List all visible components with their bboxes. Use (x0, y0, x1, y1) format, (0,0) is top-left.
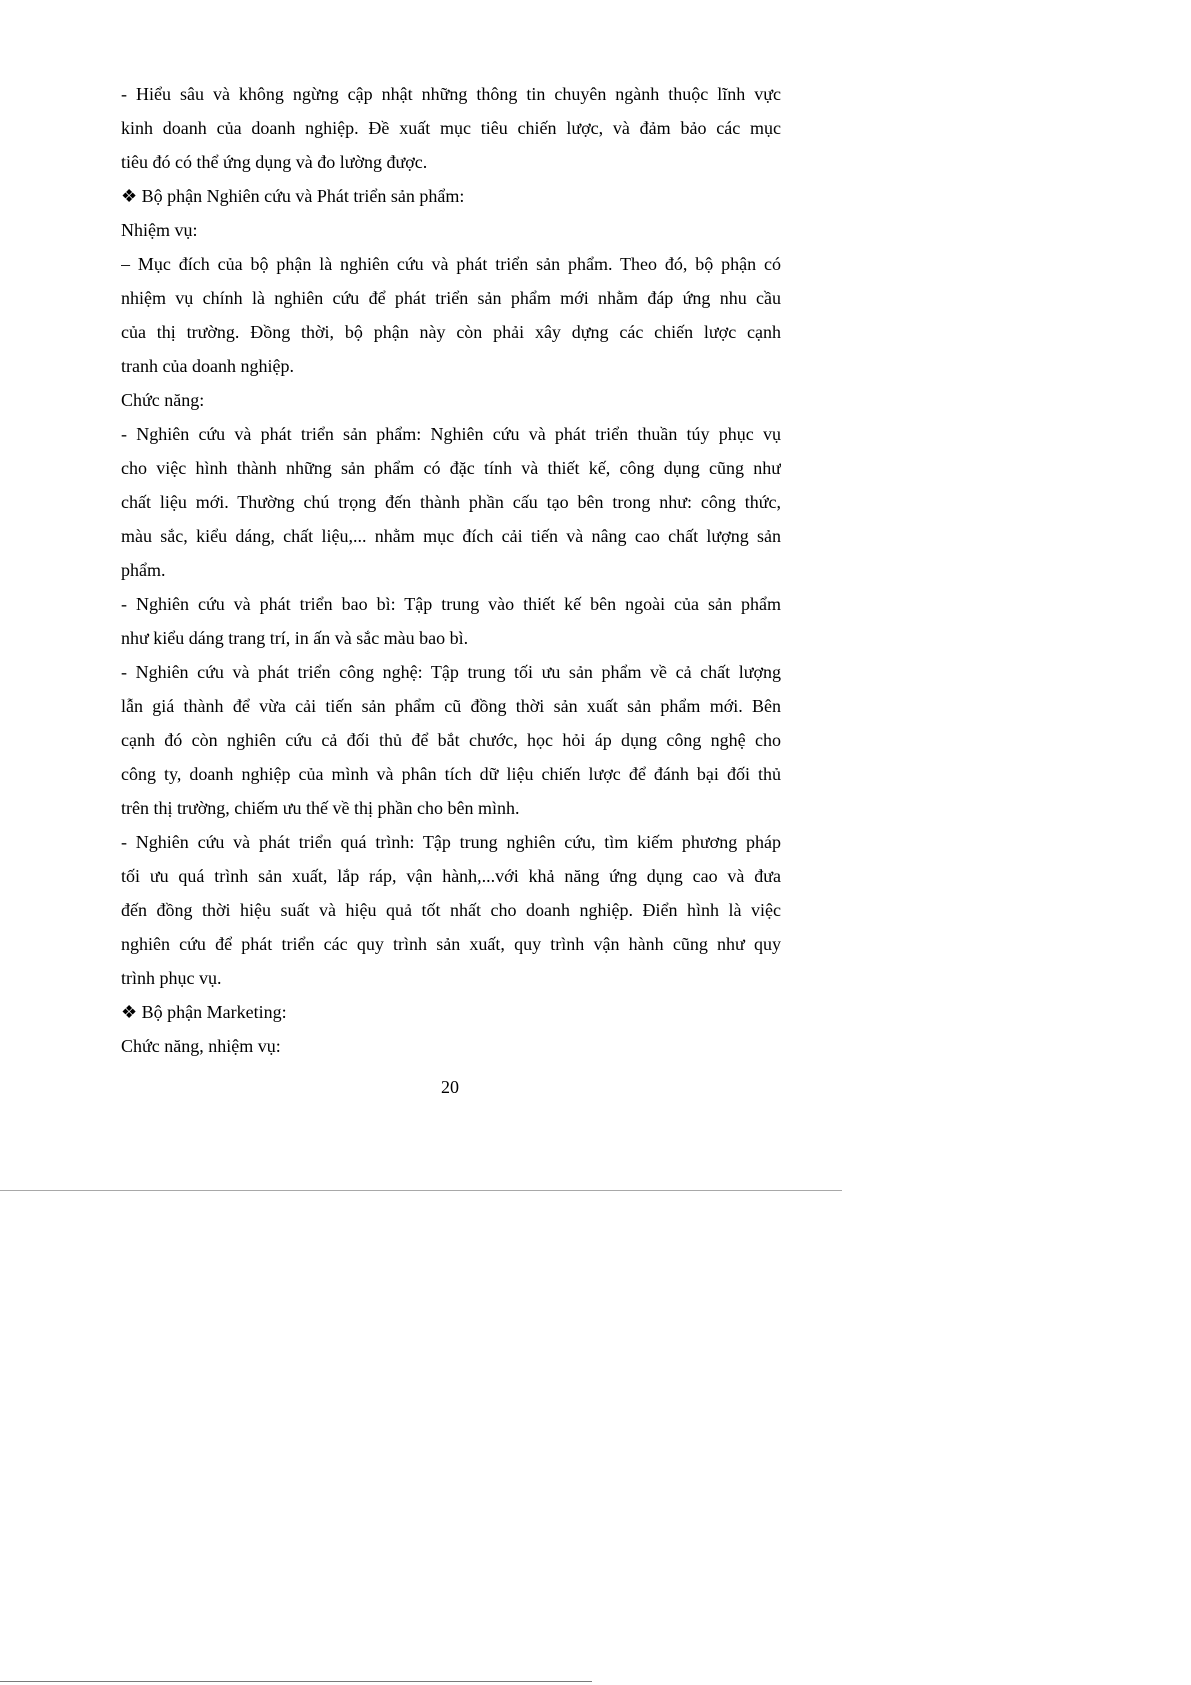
body-line: nhiệm vụ chính là nghiên cứu để phát triển sản phẩm mới nhằm đáp ứng nhu cầu (121, 288, 781, 308)
body-line: như kiểu dáng trang trí, in ấn và sắc màu bao bì. (121, 628, 469, 648)
body-line: - Nghiên cứu và phát triển quá trình: Tập trung nghiên cứu, tìm kiếm phương pháp (121, 832, 781, 852)
section-heading-marketing: ❖ Bộ phận Marketing: (121, 1002, 287, 1022)
section-heading-rnd: ❖ Bộ phận Nghiên cứu và Phát triển sản phẩm: (121, 186, 465, 206)
body-line: trình phục vụ. (121, 968, 222, 988)
page-number: 20 (441, 1077, 459, 1097)
bottom-divider (0, 1681, 592, 1682)
body-line: trên thị trường, chiếm ưu thế về thị phần cho bên mình. (121, 798, 520, 818)
body-line: đến đồng thời hiệu suất và hiệu quả tốt nhất cho doanh nghiệp. Điển hình là việc (121, 900, 781, 920)
body-line: tiêu đó có thể ứng dụng và đo lường được. (121, 152, 428, 172)
document-body (121, 77, 781, 1063)
subheading-functions: Chức năng: (121, 390, 205, 410)
body-line: của thị trường. Đồng thời, bộ phận này còn phải xây dựng các chiến lược cạnh (121, 322, 781, 342)
body-line: cạnh đó còn nghiên cứu cả đối thủ để bắt chước, học hỏi áp dụng công nghệ cho (121, 730, 781, 750)
body-line: - Nghiên cứu và phát triển sản phẩm: Nghiên cứu và phát triển thuần túy phục vụ (121, 424, 781, 444)
body-line: - Nghiên cứu và phát triển bao bì: Tập trung vào thiết kế bên ngoài của sản phẩm (121, 594, 781, 614)
body-line: chất liệu mới. Thường chú trọng đến thành phần cấu tạo bên trong như: công thức, (121, 492, 781, 512)
body-line: nghiên cứu để phát triển các quy trình sản xuất, quy trình vận hành cũng như quy (121, 934, 781, 954)
body-line: màu sắc, kiểu dáng, chất liệu,... nhằm mục đích cải tiến và nâng cao chất lượng sản (121, 526, 781, 546)
page-divider (0, 1190, 842, 1191)
body-line: công ty, doanh nghiệp của mình và phân tích dữ liệu chiến lược để đánh bại đối thủ (121, 764, 781, 784)
body-line: tranh của doanh nghiệp. (121, 356, 294, 376)
body-line: - Nghiên cứu và phát triển công nghệ: Tập trung tối ưu sản phẩm về cả chất lượng (121, 662, 781, 682)
body-line: kinh doanh của doanh nghiệp. Đề xuất mục tiêu chiến lược, và đảm bảo các mục (121, 118, 781, 138)
subheading-duties: Nhiệm vụ: (121, 220, 198, 240)
body-line: tối ưu quá trình sản xuất, lắp ráp, vận hành,...với khả năng ứng dụng cao và đưa (121, 866, 781, 886)
body-line: phẩm. (121, 560, 166, 580)
body-line: - Hiểu sâu và không ngừng cập nhật những thông tin chuyên ngành thuộc lĩnh vực (121, 84, 781, 104)
body-line: – Mục đích của bộ phận là nghiên cứu và phát triển sản phẩm. Theo đó, bộ phận có (121, 254, 781, 274)
body-line: lẫn giá thành để vừa cải tiến sản phẩm cũ đồng thời sản xuất sản phẩm mới. Bên (121, 696, 781, 716)
body-line: cho việc hình thành những sản phẩm có đặc tính và thiết kế, công dụng cũng như (121, 458, 781, 478)
subheading-functions-duties: Chức năng, nhiệm vụ: (121, 1036, 281, 1056)
